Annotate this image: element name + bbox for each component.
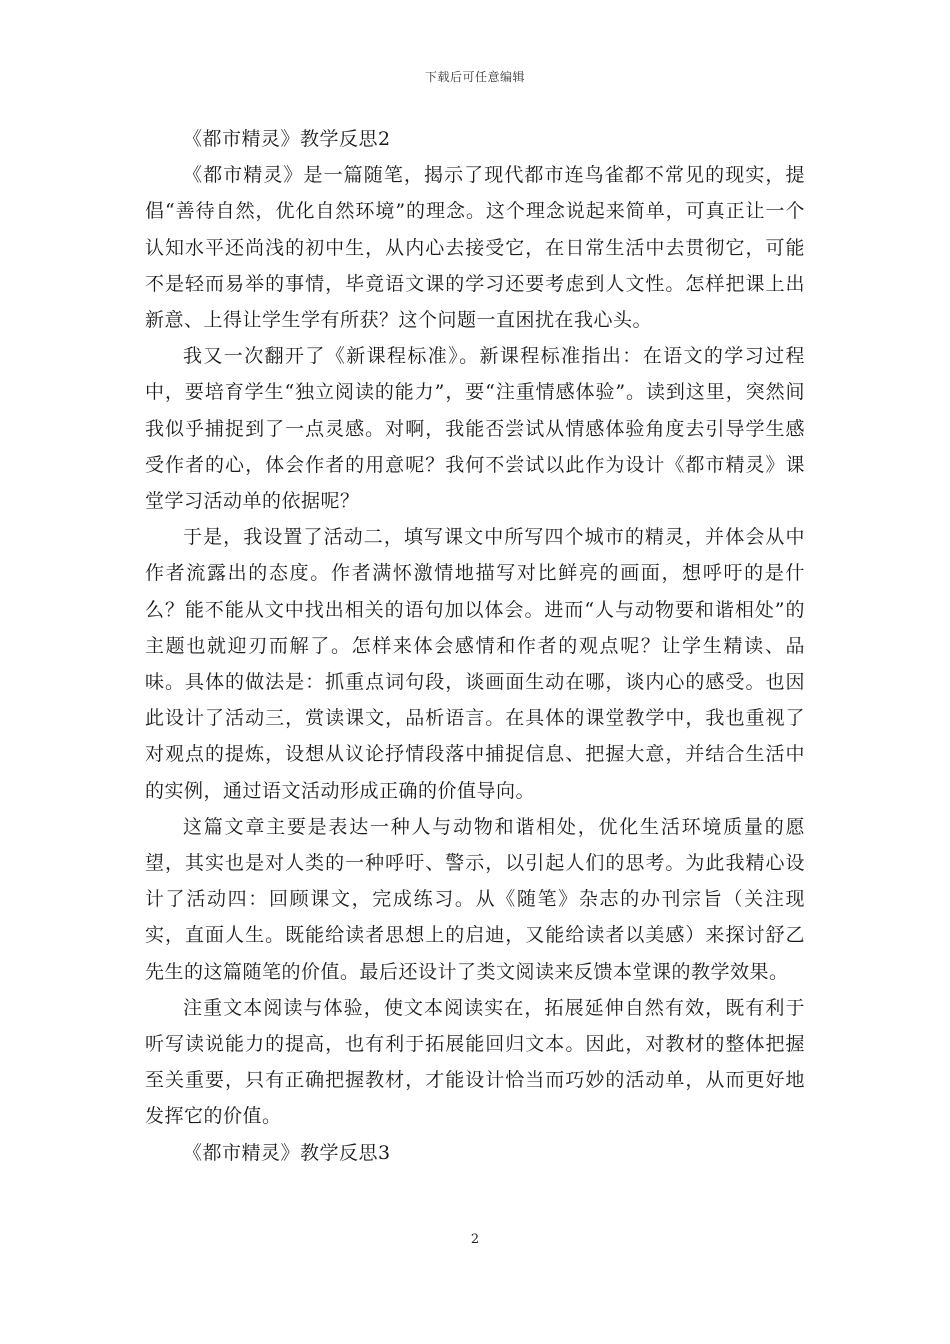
document-body: [145, 121, 805, 1171]
page-number: 2: [470, 1232, 480, 1247]
section-title: 《都市精灵》教学反思3: [183, 1141, 391, 1164]
paragraph: 《都市精灵》是一篇随笔，揭示了现代都市连鸟雀都不常见的现实，提倡“善待自然，优化自然环境”的理念。这个理念说起来简单，可真正让一个认知水平还尚浅的初中生，从内心去接受它，在日常生活中去贯彻它，可能不是轻而易举的事情，毕竟语文课的学习还要考虑到人文性。怎样把课上出新意、上得让学生学有所获？这个问题一直困扰在我心头。: [145, 164, 805, 332]
paragraph: 于是，我设置了活动二，填写课文中所写四个城市的精灵，并体会从中作者流露出的态度。作者满怀激情地描写对比鲜亮的画面，想呼吁的是什么？能不能从文中找出相关的语句加以体会。进而“人与动物要和谐相处”的主题也就迎刃而解了。怎样来体会感情和作者的观点呢？让学生精读、品味。具体的做法是：抓重点词句段，谈画面生动在哪，谈内心的感受。也因此设计了活动三，赏读课文，品析语言。在具体的课堂教学中，我也重视了对观点的提炼，设想从议论抒情段落中捕捉信息、把握大意，并结合生活中的实例，通过语文活动形成正确的价值导向。: [145, 526, 805, 802]
paragraph: 我又一次翻开了《新课程标准》。新课程标准指出：在语文的学习过程中，要培育学生“独立阅读的能力”，要“注重情感体验”。读到这里，突然间我似乎捕捉到了一点灵感。对啊，我能否尝试从情感体验角度去引导学生感受作者的心，体会作者的用意呢？我何不尝试以此作为设计《都市精灵》课堂学习活动单的依据呢？: [145, 345, 805, 513]
header-note: 下载后可任意编辑: [424, 70, 525, 84]
paragraph: 注重文本阅读与体验，使文本阅读实在，拓展延伸自然有效，既有利于听写读说能力的提高，也有利于拓展能回归文本。因此，对教材的整体把握至关重要，只有正确把握教材，才能设计恰当而巧妙的活动单，从而更好地发挥它的价值。: [145, 996, 805, 1128]
section-title: 《都市精灵》教学反思2: [183, 128, 391, 150]
paragraph: 这篇文章主要是表达一种人与动物和谐相处，优化生活环境质量的愿望，其实也是对人类的一种呼吁、警示，以引起人们的思考。为此我精心设计了活动四：回顾课文，完成练习。从《随笔》杂志的办刊宗旨（关注现实，直面人生。既能给读者思想上的启迪，又能给读者以美感）来探讨舒乙先生的这篇随笔的价值。最后还设计了类文阅读来反馈本堂课的教学效果。: [145, 815, 805, 983]
